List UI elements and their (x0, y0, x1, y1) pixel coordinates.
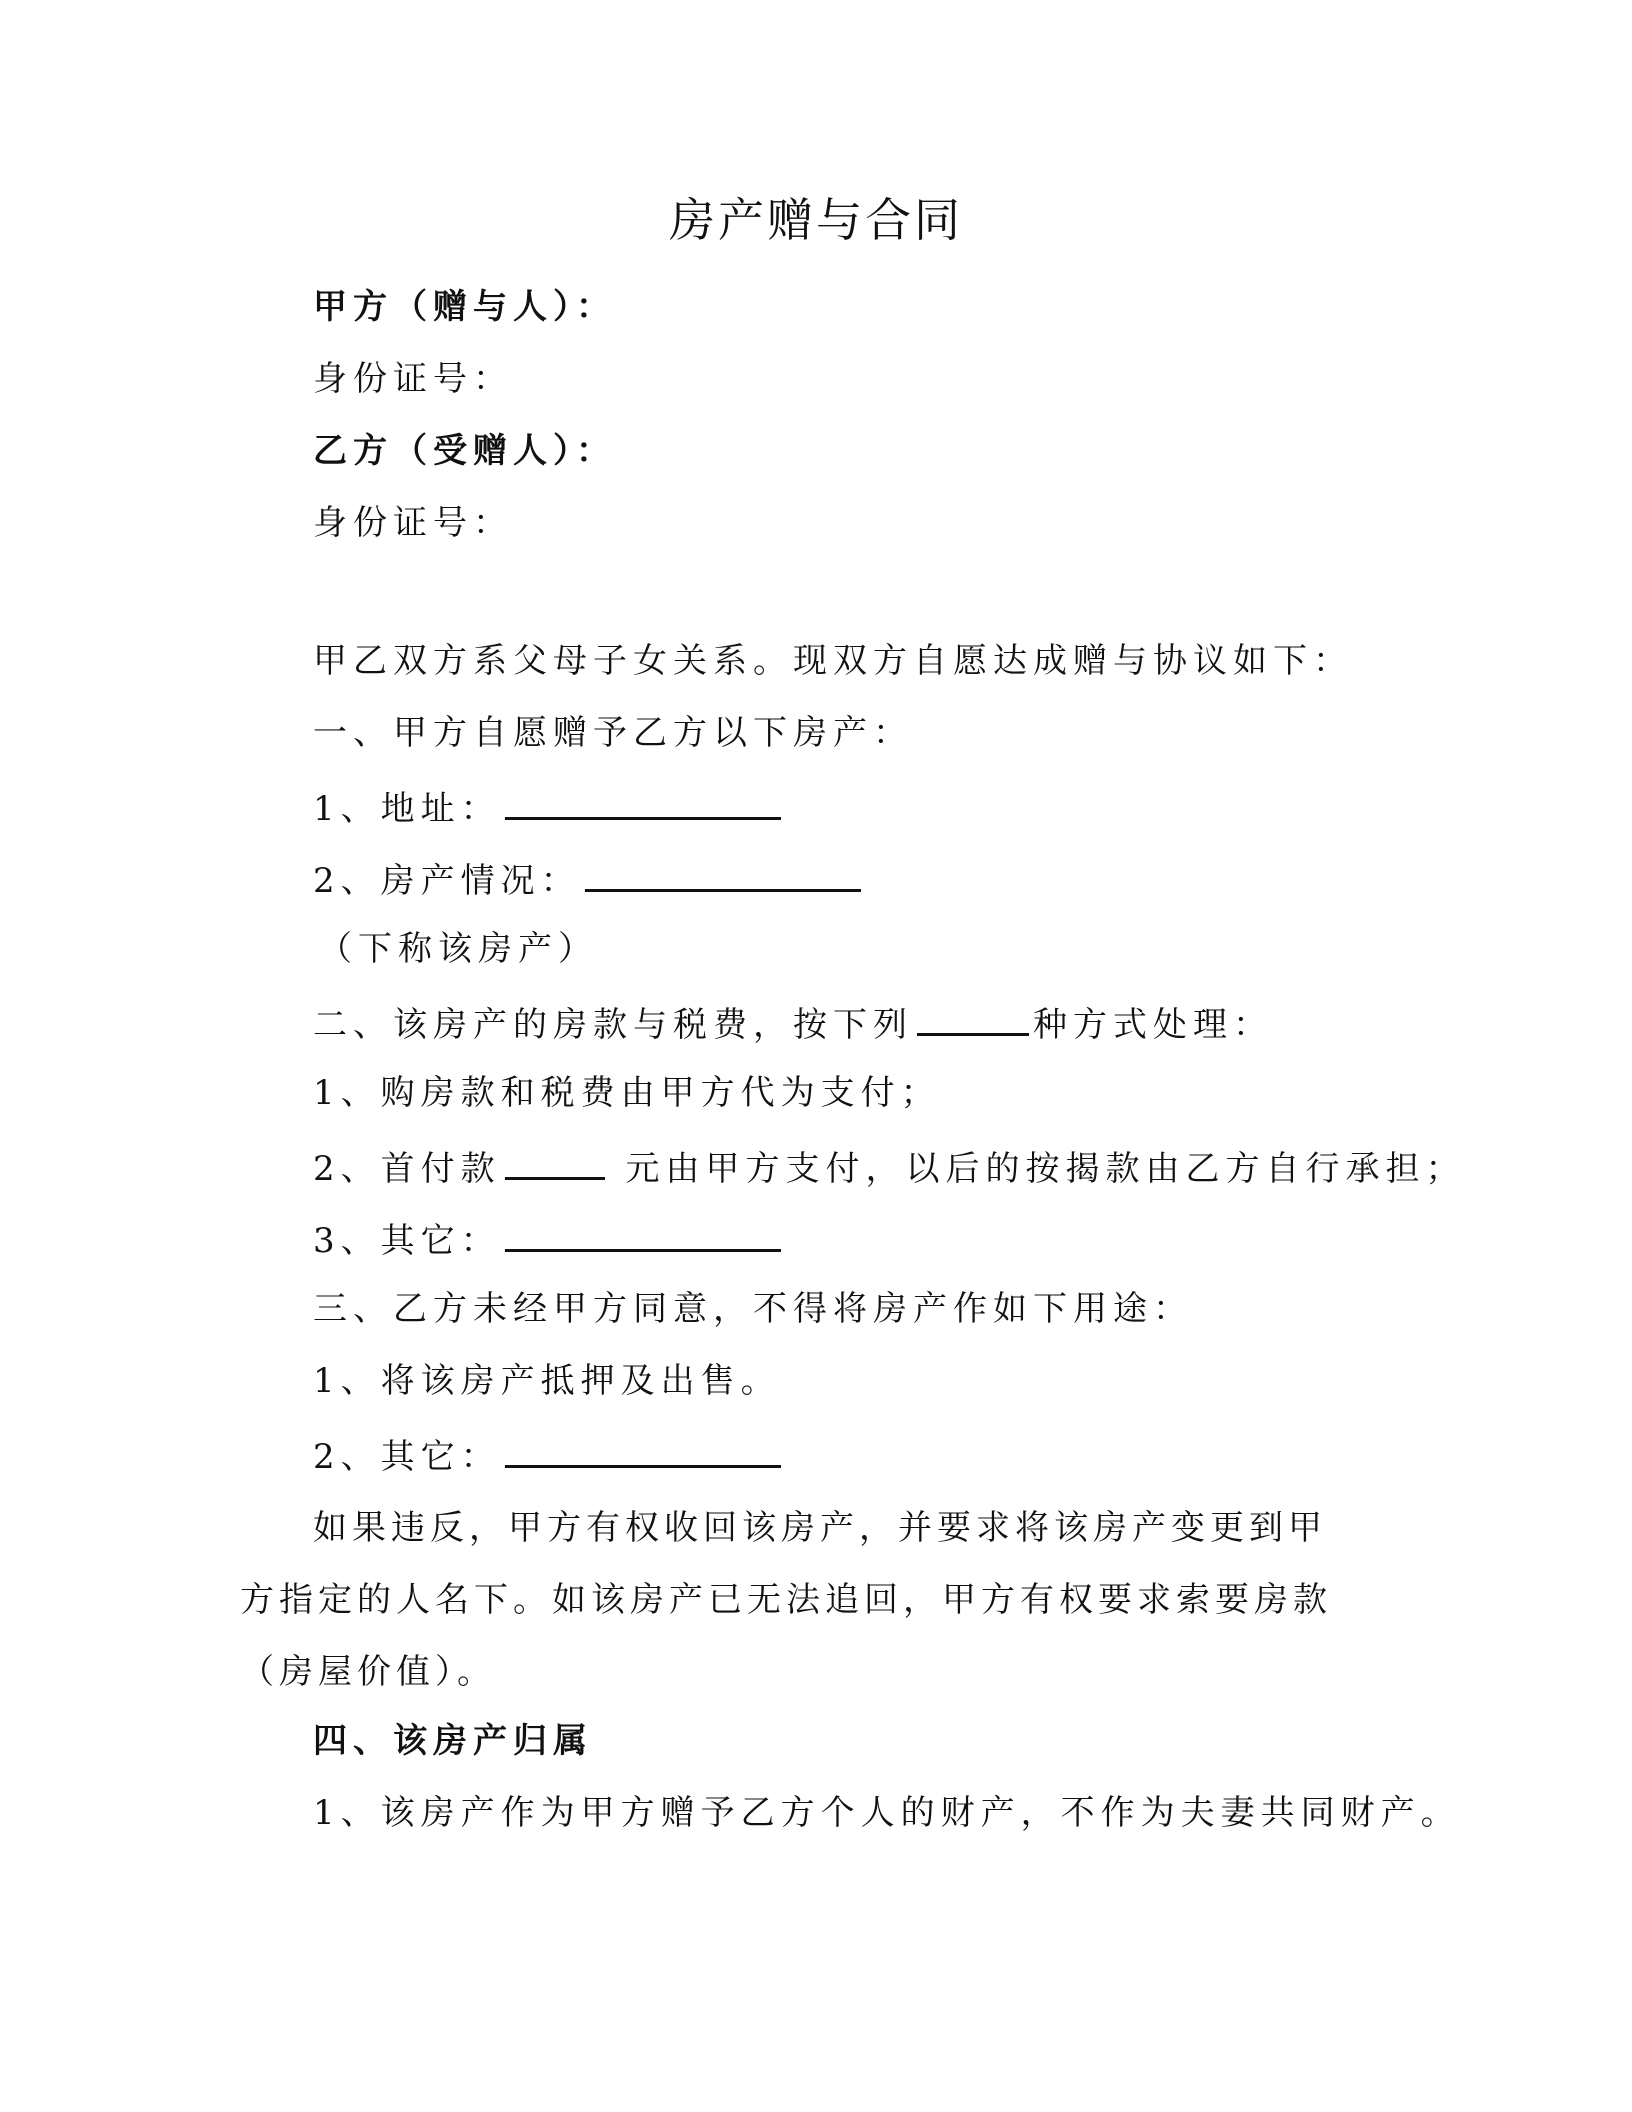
section-2-heading-pre: 二、该房产的房款与税费，按下列 (313, 1005, 913, 1045)
down-payment-blank (505, 1141, 605, 1180)
section-3-heading: 三、乙方未经甲方同意，不得将房产作如下用途： (313, 1289, 1193, 1329)
down-payment-text: 元由甲方支付，以后的按揭款由乙方自行承担； (608, 1149, 1466, 1189)
party-b-label: 乙方（受赠人）： (313, 431, 616, 471)
down-payment-label: 2、首付款 (313, 1149, 501, 1189)
section-2-item-2 (313, 1141, 1465, 1193)
other-use-blank (505, 1429, 781, 1468)
party-b-id-label: 身份证号： (313, 503, 513, 543)
party-a-label: 甲方（赠与人）： (313, 287, 616, 327)
section-4-heading: 四、该房产归属 (313, 1721, 593, 1761)
section-1-item-2 (313, 853, 865, 905)
section-1-note: （下称该房产） (318, 929, 598, 969)
document-title: 房产赠与合同 (669, 193, 963, 247)
section-4-item-1: 1、该房产作为甲方赠予乙方个人的财产，不作为夫妻共同财产。 (313, 1793, 1461, 1833)
section-3-item-1: 1、将该房产抵押及出售。 (313, 1361, 781, 1401)
section-1-heading: 一、甲方自愿赠予乙方以下房产： (313, 713, 913, 753)
address-blank (505, 781, 781, 820)
section-2-heading (313, 997, 1273, 1049)
section-2-item-3 (313, 1213, 785, 1265)
intro-text: 甲乙双方系父母子女关系。现双方自愿达成赠与协议如下： (313, 641, 1353, 681)
method-blank (917, 997, 1029, 1036)
property-status-label: 2、房产情况： (313, 861, 581, 901)
party-a-id-label: 身份证号： (313, 359, 513, 399)
other-label: 3、其它： (313, 1221, 501, 1261)
other-blank (505, 1213, 781, 1252)
other-use-label: 2、其它： (313, 1437, 501, 1477)
address-label: 1、地址： (313, 789, 501, 829)
section-2-item-1: 1、购房款和税费由甲方代为支付； (313, 1073, 941, 1113)
property-status-blank (585, 853, 861, 892)
violation-paragraph: 如果违反，甲方有权收回该房产，并要求将该房产变更到甲方指定的人名下。如该房产已无法追回，甲方有权要求索要房款（房屋价值）。 (240, 1508, 1332, 1692)
section-2-heading-post: 种方式处理： (1033, 1005, 1273, 1045)
section-3-item-2 (313, 1429, 785, 1481)
section-1-item-1 (313, 781, 785, 833)
